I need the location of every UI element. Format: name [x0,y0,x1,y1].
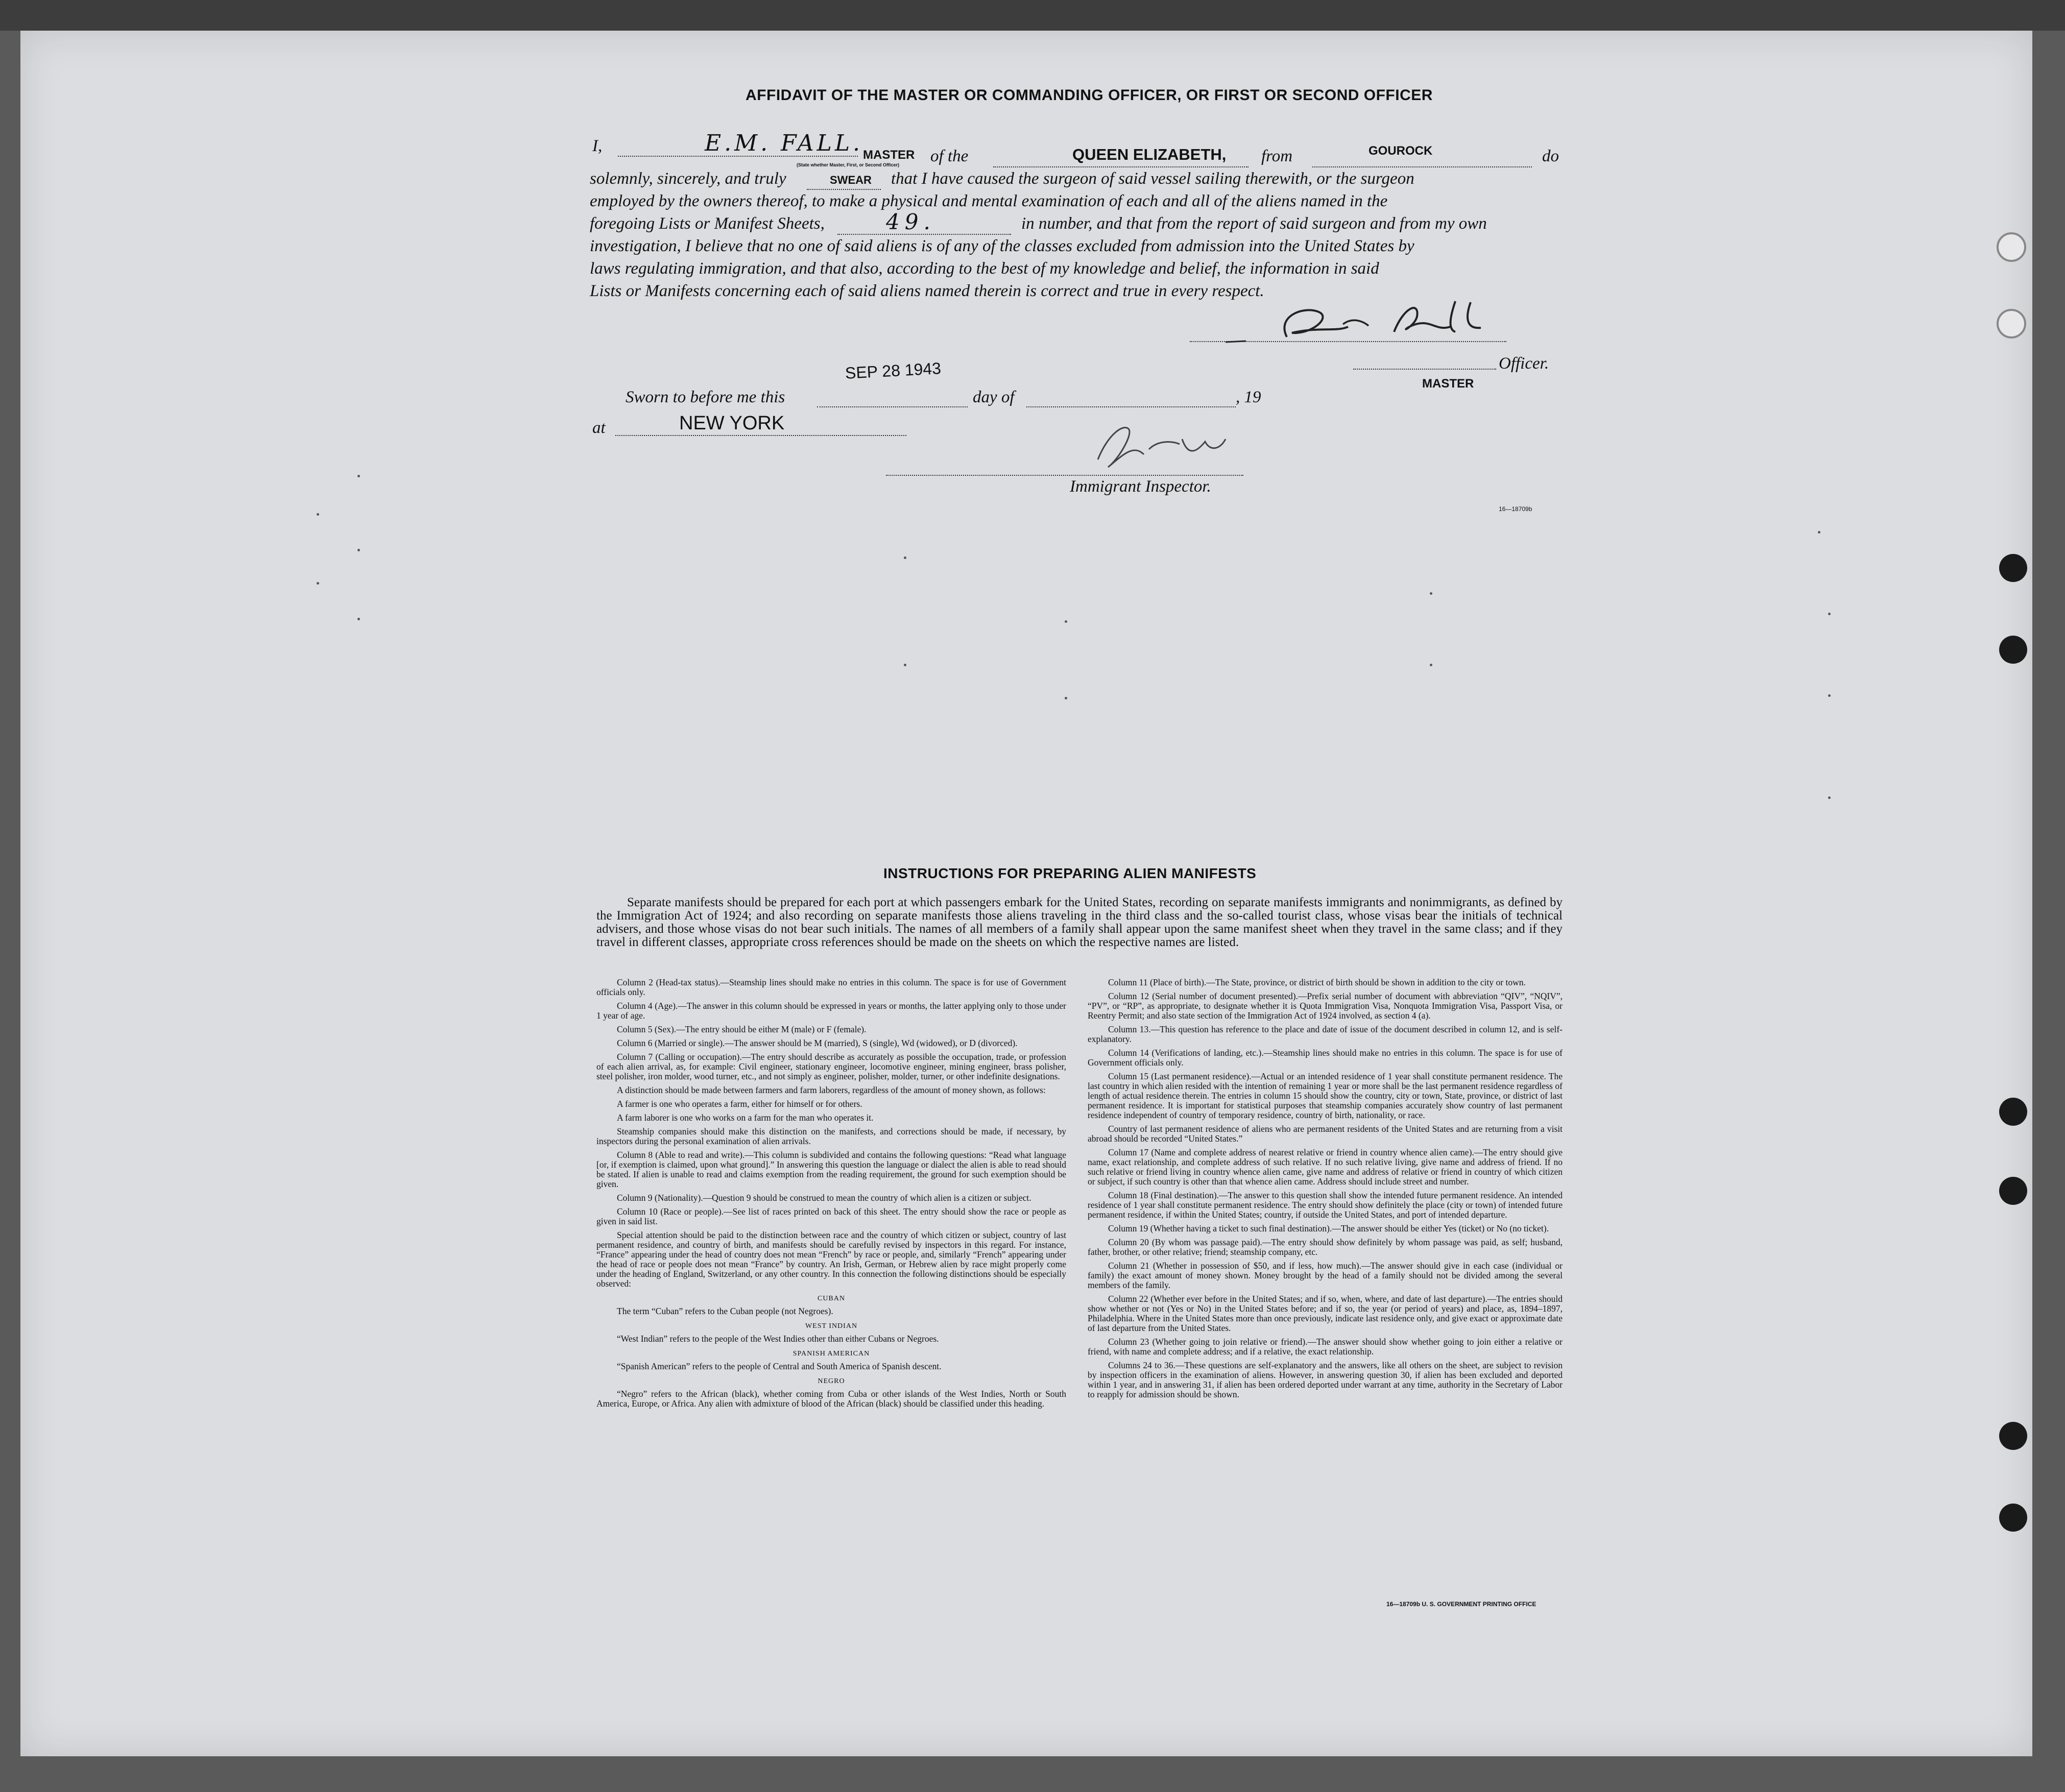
binder-hole-empty-2 [1997,309,2026,338]
instruction-col13: Column 13.—This question has reference to the place and date of issue of the document described in column 12, and is self-explanatory. [1088,1024,1563,1044]
form-number: 16—18709b [1499,505,1532,513]
of-the-label: of the [930,147,969,165]
officer-rank-stamp: MASTER [1422,377,1474,391]
day-of-label: day of [973,388,1015,406]
instruction-west-indian: “West Indian” refers to the people of the West Indies other than either Cubans or Negroes. [617,1334,939,1344]
instruction-col9: Column 9 (Nationality).—Question 9 should be construed to mean the country of which alien is a citizen or subject. [617,1193,1031,1203]
swear-stamp: SWEAR [830,174,872,186]
instruction-col14: Column 14 (Verifications of landing, etc.).—Steamship lines should make no entries in this column. The space is for use of Government officials only. [1088,1048,1563,1068]
instruction-col2: Column 2 (Head-tax status).—Steamship lines should make no entries in this column. The space is for use of Government officials only. [596,977,1066,997]
heading-spanish-american: SPANISH AMERICAN [793,1350,870,1358]
instruction-steamship: Steamship companies should make this distinction on the manifests, and corrections should be made, if necessary, by inspectors during the personal examination of alien arrivals. [596,1126,1066,1146]
instruction-col18: Column 18 (Final destination).—The answer to this question shall show the intended future permanent residence. An intended residence of 1 year shall constitute permanent residence. The entry should show definitely the place (city or town) of intended future permanent residence, if within the United States; country, if outside the United States, and port of intended departure. [1088,1190,1563,1220]
instructions-title: INSTRUCTIONS FOR PREPARING ALIEN MANIFESTS [883,865,1257,881]
binder-hole-5 [1999,1422,2027,1450]
scan-top-edge [0,0,2065,31]
instruction-col22: Column 22 (Whether ever before in the United States; and if so, when, where, and date of last departure).—The entries should show whether or not (Yes or No) in the United States before; and if so, the year (or period of years) and place, as, 1894–1897, Philadelphia. Where in the United States more than once previously, indicate last residence only, and give exact or approximate date of last departure from the United States. [1088,1294,1563,1333]
instruction-col17: Column 17 (Name and complete address of nearest relative or friend in country whence alien came).—The entry should give name, exact relationship, and complete address of such relative. If no such relative living, give name and address of friend. If no such relative or friend living in country whence alien came, give name and address of relative or friend in country of which citizen or subject, if such country is other than that whence alien came. Address should include street and number. [1088,1147,1563,1186]
instruction-farm-laborer: A farm laborer is one who works on a farm for the man who operates it. [617,1112,874,1123]
inspector-label: Immigrant Inspector. [1070,477,1211,496]
instruction-col19: Column 19 (Whether having a ticket to such final destination).—The answer should be either Yes (ticket) or No (no ticket). [1108,1223,1549,1233]
instructions-intro: Separate manifests should be prepared for each port at which passengers embark for the United States, recording on separate manifests immigrants and nonimmigrants, as defined by the Immigration Act of 1924; and also recording on separate manifests those aliens traveling in the third class and the so-called tourist class, whose visas bear the initials of technical advisers, and those whose visas do not bear such initials. The names of all members of a family shall appear upon the same manifest sheet when they travel in the same class; and if they travel in different classes, appropriate cross references should be made on the sheets on which the respective names are listed. [596,895,1563,949]
instruction-col23: Column 23 (Whether going to join relative or friend).—The answer should show whether going to join either a relative or friend, with name and complete address; and if a relative, the exact relationship. [1088,1337,1563,1357]
instructions-left-column [596,978,1066,1413]
at-label: at [592,419,606,437]
officer-label: Officer. [1499,354,1549,373]
sworn-label: Sworn to before me this [626,388,785,406]
departure-port: GOUROCK [1368,144,1433,158]
binder-hole-2 [1999,636,2027,664]
from-label: from [1261,147,1293,165]
master-signature [1215,296,1501,352]
instruction-farmers: A distinction should be made between farmers and farm laborers, regardless of the amount of money shown, as follows: [617,1085,1046,1095]
date-stamp: SEP 28 1943 [845,359,942,382]
affidavit-line6: laws regulating immigration, and that also, according to the best of my knowledge and belief, the information in said [590,259,1379,278]
affidavit-line4a: foregoing Lists or Manifest Sheets, [590,214,825,233]
rank-caption: (State whether Master, First, or Second Officer) [797,162,900,167]
printing-office-footer: 16—18709b U. S. GOVERNMENT PRINTING OFFICE [1386,1601,1536,1608]
instruction-col15: Column 15 (Last permanent residence).—Actual or an intended residence of 1 year shall constitute permanent residence. The last country in which alien resided with the intention of remaining 1 year or more shall be the last permanent residence regardless of length of actual residence therein. The entries in column 15 should show the country, city or town, State, province, or district of last permanent residence. It is important for statistical purposes that steamship companies accurately show country of last permanent residence independent of country of temporary residence, country of birth, nationality, or race. [1088,1071,1563,1120]
instruction-col8: Column 8 (Able to read and write).—This column is subdivided and contains the following questions: “Read what language [or, if exemption is claimed, upon what ground].” In answering this question the language or dialect the alien is able to read should be stated. If alien is unable to read and claims exemption from the reading requirement, the ground for such exemption should be given. [596,1150,1066,1189]
instruction-col12: Column 12 (Serial number of document presented).—Prefix serial number of document with abbreviation “QIV”, “NQIV”, “PV”, or “RP”, as appropriate, to designate whether it is Quota Immigration Visa, Nonquota Immigration Visa, Passport Visa, or Reentry Permit; and also state section of the Immigration Act of 1924 involved, as section 4 (a). [1088,991,1563,1021]
affidavit-line2a: solemnly, sincerely, and truly [590,169,786,188]
officer-name: E.M. FALL. [705,130,863,156]
ship-name: QUEEN ELIZABETH, [1072,146,1227,163]
instruction-col4: Column 4 (Age).—The answer in this column should be expressed in years or months, the latter applying only to those under 1 year of age. [596,1001,1066,1021]
instruction-col21: Column 21 (Whether in possession of $50, and if less, how much).—The answer should give in each case (individual or family) the exact amount of money shown. Money brought by the head of a family should not be divided among the several members of the family. [1088,1261,1563,1290]
affidavit-line7: Lists or Manifests concerning each of said aliens named therein is correct and true in every respect. [590,282,1264,300]
instruction-cuban: The term “Cuban” refers to the Cuban people (not Negroes). [617,1306,833,1316]
affidavit-title: AFFIDAVIT OF THE MASTER OR COMMANDING OFFICER, OR FIRST OR SECOND OFFICER [746,87,1433,104]
affidavit-line2b: that I have caused the surgeon of said vessel sailing therewith, or the surgeon [891,169,1414,188]
binder-hole-3 [1999,1098,2027,1126]
instruction-col20: Column 20 (By whom was passage paid).—The entry should show definitely by whom passage was paid, as self; husband, father, brother, or other relative; friend; steamship company, etc. [1088,1237,1563,1257]
instruction-negro: “Negro” refers to the African (black), whether coming from Cuba or other islands of the West Indies, North or South America, Europe, or Africa. Any alien with admixture of blood of the African (black) should be classified under this heading. [596,1389,1066,1409]
sheet-count: 49. [886,209,935,234]
affidavit-line3: employed by the owners thereof, to make a physical and mental examination of each and all of the aliens named in the [590,192,1388,210]
instruction-col6: Column 6 (Married or single).—The answer should be M (married), S (single), Wd (widowed), or D (divorced). [617,1038,1018,1048]
binder-hole-6 [1999,1504,2027,1532]
instruction-col24-36: Columns 24 to 36.—These questions are self-explanatory and the answers, like all others on the sheet, are subject to revision by inspection officers in the examination of aliens. However, in answering question 30, if alien has been excluded and deported within 1 year, and in answering 31, if alien has been ordered deported under warrant at any time, authority in the Secretary of Labor to reapply for admission should be shown. [1088,1360,1563,1399]
instructions-right-column [1088,978,1563,1403]
year-label: , 19 [1236,388,1261,406]
instruction-country-residence: Country of last permanent residence of aliens who are permanent residents of the United States and are returning from a visit abroad should be recorded “United States.” [1088,1124,1563,1144]
officer-rank: MASTER [863,148,915,162]
instruction-col5: Column 5 (Sex).—The entry should be either M (male) or F (female). [617,1024,867,1034]
instruction-col11: Column 11 (Place of birth).—The State, province, or district of birth should be shown in addition to the city or town. [1108,977,1526,987]
heading-negro: NEGRO [818,1377,845,1385]
instruction-col10: Column 10 (Race or people).—See list of races printed on back of this sheet. The entry should show the race or people as given in said list. [596,1206,1066,1226]
heading-west-indian: WEST INDIAN [805,1322,858,1330]
affidavit-i: I, [592,137,603,155]
sworn-place: NEW YORK [679,413,785,434]
instruction-col7: Column 7 (Calling or occupation).—The entry should describe as accurately as possible the occupation, trade, or profession of each alien arrival, as, for example: Civil engineer, stationary engineer, locomotive engineer, mining engineer, brass polisher, steel polisher, iron molder, wood turner, etc., and not simply as engineer, polisher, molder, turner, or other indefinite designations. [596,1052,1066,1081]
affidavit-line4b: in number, and that from the report of said surgeon and from my own [1021,214,1487,233]
instruction-farmer: A farmer is one who operates a farm, either for himself or for others. [617,1099,862,1109]
binder-hole-4 [1999,1177,2027,1205]
affidavit-line5: investigation, I believe that no one of said aliens is of any of the classes excluded from admission into the United States by [590,237,1414,255]
inspector-signature [1088,419,1261,475]
instruction-spanish-american: “Spanish American” refers to the people of Central and South America of Spanish descent. [617,1361,942,1371]
do-label: do [1542,147,1559,165]
binder-hole-1 [1999,554,2027,582]
instruction-special-attention: Special attention should be paid to the distinction between race and the country of which citizen or subject, country of last permanent residence, and country of birth, and manifests should be carefully revised by inspectors in this regard. For instance, “France” appearing under the head of country does not mean “French” by race or people, and, similarly “French” appearing under the head of race or people does not mean “France” by country. An Irish, German, or Hebrew alien by race might properly come under the heading of England, Switzerland, or any other country. In this connection the following distinctions should be especially observed: [596,1230,1066,1289]
heading-cuban: CUBAN [817,1295,845,1302]
binder-hole-empty-1 [1997,232,2026,262]
